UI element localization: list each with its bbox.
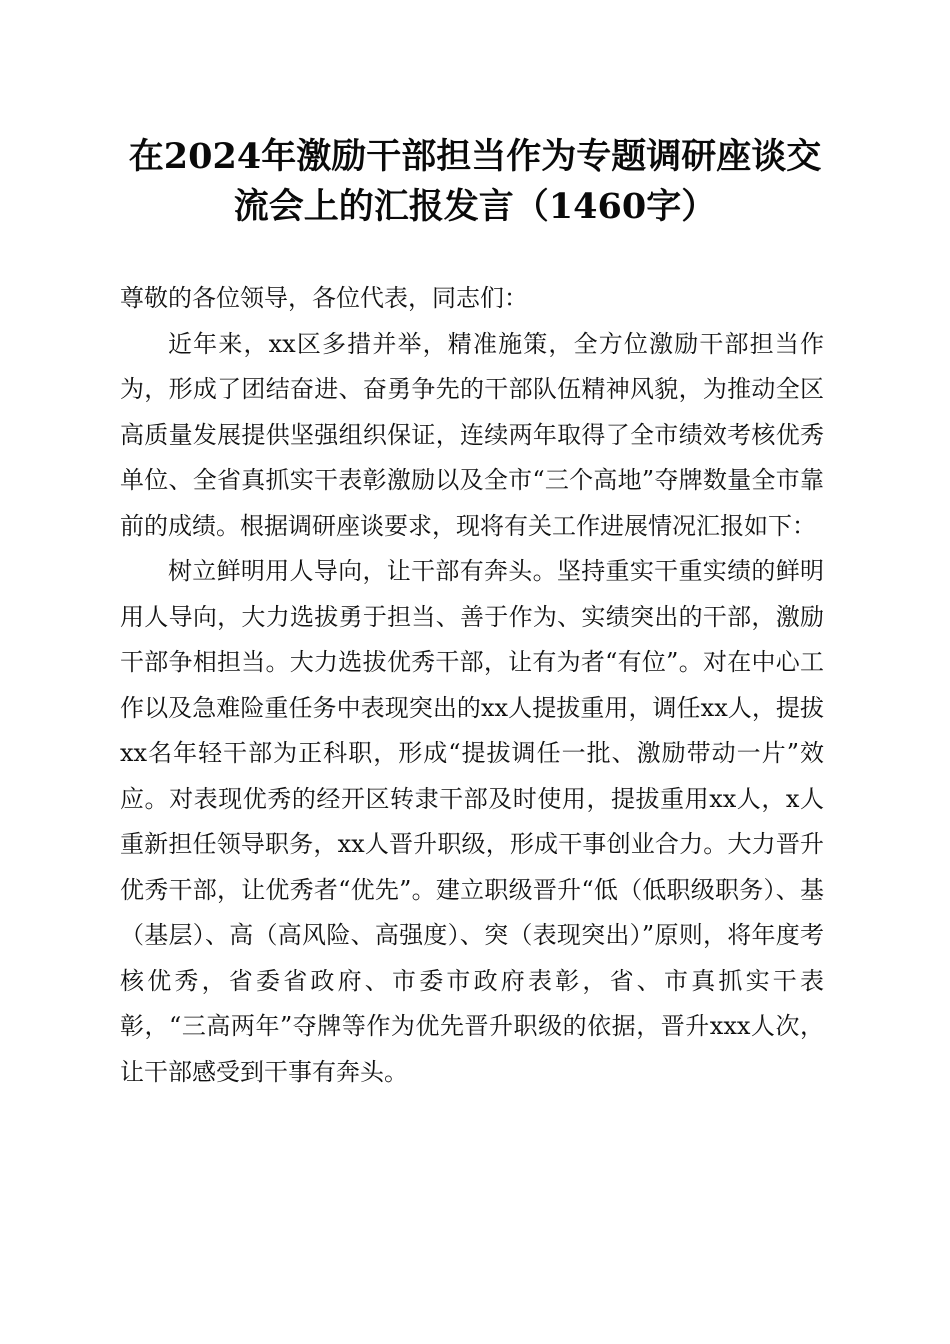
document-body [120, 276, 824, 1095]
paragraph-section-1: 树立鲜明用人导向，让干部有奔头。坚持重实干重实绩的鲜明用人导向，大力选拔勇于担当、善于作为、实绩突出的干部，激励干部争相担当。大力选拔优秀干部，让有为者“有位”。对在中心工作以及急难险重任务中表现突出的xx人提拔重用，调任xx人，提拔xx名年轻干部为正科职，形成“提拔调任一批、激励带动一片”效应。对表现优秀的经开区转隶干部及时使用，提拔重用xx人，x人重新担任领导职务，xx人晋升职级，形成干事创业合力。大力晋升优秀干部，让优秀者“优先”。建立职级晋升“低（低职级职务）、基（基层）、高（高风险、高强度）、突（表现突出）”原则，将年度考核优秀，省委省政府、市委市政府表彰，省、市真抓实干表彰，“三高两年”夺牌等作为优先晋升职级的依据，晋升xxx人次，让干部感受到干事有奔头。 [120, 557, 824, 1086]
title-line-1: 在2024年激励干部担当作为专题调研座谈交 [128, 136, 822, 177]
salutation: 尊敬的各位领导，各位代表，同志们： [120, 284, 528, 312]
document-title [120, 132, 830, 232]
paragraph-intro: 近年来，xx区多措并举，精准施策，全方位激励干部担当作为，形成了团结奋进、奋勇争先的干部队伍精神风貌，为推动全区高质量发展提供坚强组织保证，连续两年取得了全市绩效考核优秀单位、全省真抓实干表彰激励以及全市“三个高地”夺牌数量全市靠前的成绩。根据调研座谈要求，现将有关工作进展情况汇报如下： [120, 329, 824, 540]
title-line-2: 流会上的汇报发言（1460字） [233, 186, 717, 227]
